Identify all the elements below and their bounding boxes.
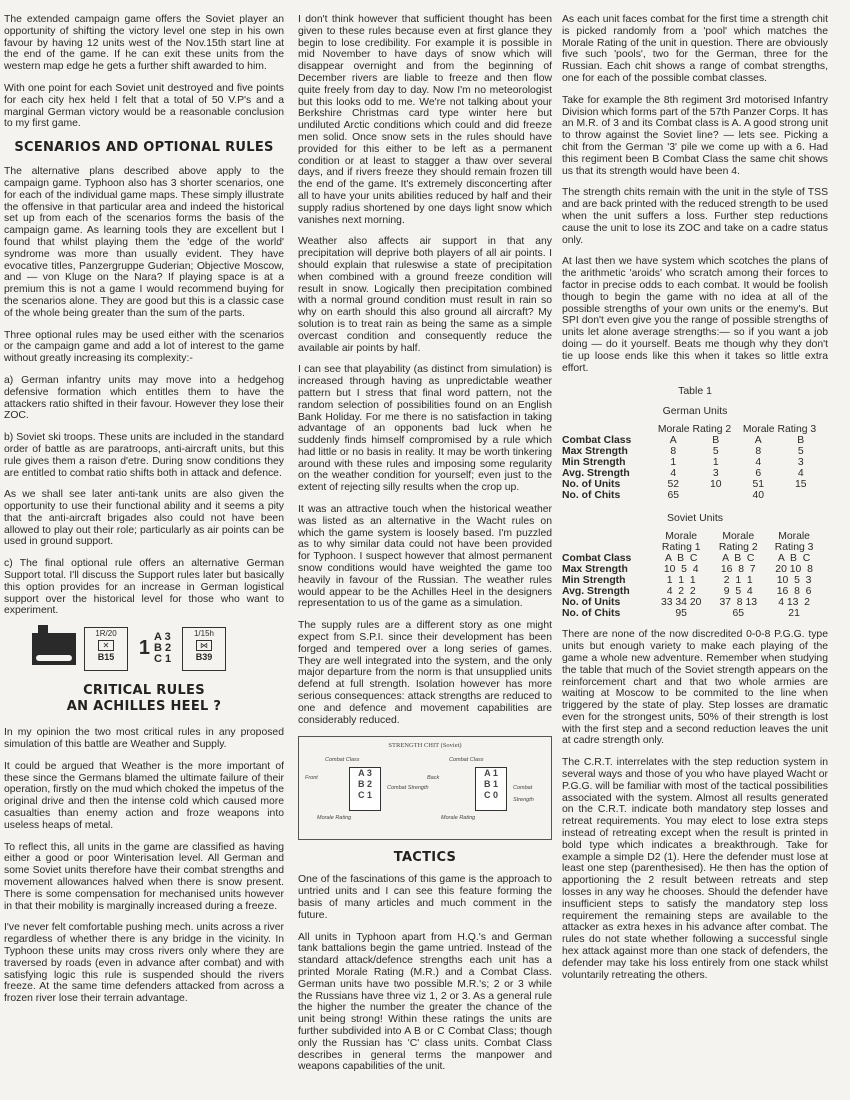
table-cell: B <box>712 435 720 447</box>
table-cell: 3 <box>797 457 804 469</box>
heading-line: AN ACHILLES HEEL ? <box>66 699 222 715</box>
table-cell <box>779 490 822 501</box>
table-cell: 1 1 1 <box>666 575 696 587</box>
chit-number: 1 <box>138 637 150 660</box>
table-cell: 40 <box>752 490 764 502</box>
chit-line: C 0 <box>483 790 498 801</box>
table-cell: 8 <box>755 446 762 458</box>
ski-symbol-icon: ⋈ <box>196 640 212 651</box>
header-cell: Morale <box>722 531 755 543</box>
row-label: No. of Chits <box>562 490 621 502</box>
table-cell: 95 <box>675 608 687 620</box>
table-cell: 8 <box>670 446 677 458</box>
paragraph: The strength chits remain with the unit in the style of TSS and are back printed with the reduced strength to be used when the unit suffers a loss. Further step reductions cause the unit to lose its ZOC and take on a cadre status only. <box>562 187 828 246</box>
chit-line: A 1 <box>484 768 498 779</box>
table-cell: 10 5 4 <box>663 564 699 576</box>
paragraph: It could be argued that Weather is the more important of these since the Germans blamed the ultimate failure of their operation, firstly on the mud which choked the impetus of the original drive and then the intense cold which caused more casualties than enemy action and froze weapons into useless heaps of metal. <box>4 760 284 831</box>
column-right <box>562 14 828 991</box>
paragraph: Three optional rules may be used either with the scenarios or the campaign game and add a lot of interest to the game without greatly increasing its complexity:- <box>4 329 284 365</box>
header-cell: Morale <box>665 531 698 543</box>
unit-counter <box>84 627 128 671</box>
row-label: Min Strength <box>562 457 626 469</box>
table-row <box>562 586 822 597</box>
row-label: Avg. Strength <box>562 586 630 598</box>
table-cell <box>694 490 737 501</box>
header-cell: Rating 1 <box>661 542 701 554</box>
table-cell: 4 13 2 <box>778 597 810 609</box>
header-cell: Morale Rating 2 <box>657 424 732 436</box>
german-table <box>562 424 822 501</box>
paragraph: One of the fascinations of this game is the approach to untried units and I can see this feature forming the basis of many articles and much comment in the future. <box>298 874 552 921</box>
figure-caption: Combat Strength <box>513 785 534 804</box>
infantry-symbol-icon: ✕ <box>98 640 114 651</box>
paragraph: The alternative plans described above apply to the campaign game. Typhoon also has 3 shorter scenarios, one for each of the individual game maps. These simply illustrate the offensive in that particular area and indeed the historical set up from each of the scenarios forms the basis of the campaign game. As learning tools they are excellent but I found that whilst playing them the 'edge of the world' syndrome was more than usually evident. They have evocative titles, Panzergruppe Guderian; Objective Moscow, and — von Kluge on the Nara? If playing space is at a premium this is not a game I would recommend buying for the scenarios alone. They are good but this is a classic case of the whole being greater than the sum of the parts. <box>4 166 284 319</box>
table-cell: 10 5 3 <box>776 575 812 587</box>
chit-line: B 2 <box>357 779 372 790</box>
chit-line: B 1 <box>483 779 498 790</box>
table-cell: 16 8 7 <box>720 564 756 576</box>
paragraph: In my opinion the two most critical rules in any proposed simulation of this battle are Weather and Supply. <box>4 727 284 751</box>
paragraph: c) The final optional rule offers an alternative German Support total. I'll discuss the Support rules later but basically this option provides for an increase in German logistical support over the historical level for those who want to experiment. <box>4 558 284 617</box>
figure-caption: Front <box>305 775 318 782</box>
header-cell: Rating 2 <box>718 542 758 554</box>
paragraph: Take for example the 8th regiment 3rd motorised Infantry Division which forms part of the 57th Panzer Corps. It has an M.R. of 3 and its Combat class is A. A good strong unit to throw against the Soviet line? — lets see. Picking a chit from the German '3' pile we come up with a 6. Had this regiment been B Combat Class the same chit shows us that its strength would have been 4. <box>562 94 828 177</box>
table-row <box>562 490 822 501</box>
figure-caption: Combat Class <box>325 757 360 764</box>
table-row <box>562 457 822 468</box>
row-label: No. of Chits <box>562 608 621 620</box>
counter-label: B15 <box>97 652 115 663</box>
chit-line: A 3 <box>154 630 171 643</box>
unit-counter <box>182 627 226 671</box>
game-counters-illustration <box>32 627 284 677</box>
table-cell: A B C <box>777 553 811 565</box>
section-heading-scenarios: SCENARIOS AND OPTIONAL RULES <box>14 140 274 156</box>
paragraph: I can see that playability (as distinct from simulation) is increased through having as unpredictable weather pattern but I stress that final word pattern, not the random selection of possibilities found on an English Bank Holiday. For me there is no satisfaction in taking advantage of an opponents bad luck when he suddenly finds himself compromised by a rule which had little or no basis in reality. It may be worth tinkering around with these rules and imposing some regularity on the weather condition for yourself; even just to the extent of rejecting silly results when the crop up. <box>298 364 552 494</box>
table-cell: 1 <box>670 457 677 469</box>
table-row <box>562 446 822 457</box>
figure-caption: Combat Strength <box>387 785 429 792</box>
table-cell: 4 <box>670 468 677 480</box>
paragraph: There are none of the now discredited 0-0-8 P.G.G. type units but enough variety to make each playing of the game a whole new adventure. Remember when studying the table that much of the Soviet strength appears on the reinforcement chart and that two whole armies are waiting at Moscow to be commited to the line when triggered by the state of play. Step losses are dramatic even for the strongest units, 50% of their strength is lost with the first step and a second reduction leaves the unit at cadre strength only. <box>562 629 828 747</box>
table-cell: 9 5 4 <box>723 586 753 598</box>
table-cell: 65 <box>667 490 680 502</box>
table-cell: 52 <box>667 479 680 491</box>
row-label: Max Strength <box>562 564 628 576</box>
paragraph: At last then we have system which scotches the plans of the arithmetic 'aroids' who scratch among their forces to factor in precise odds to each combat. It would be foolish though to begin the game with no idea at all of the possible strengths of your own units or the enemy's. But SPI don't even give you the range of possible strengths of units let alone average strengths:— so if you want a job doing — do it yourself. Beats me though why they don't tie up loose ends like this when it takes so little extra effort. <box>562 256 828 374</box>
header-cell <box>562 531 652 542</box>
paragraph: Weather also affects air support in that any precipitation will deprive both players of all air points. I should explain that ruleswise a state of precipitation when combined with a ground freeze condition will result in snow. Logically then precipitation combined with a normal ground condition must result in rain so why on earth should this also ground all aircraft? My solution is to treat rain as being the same as a simple overcast condition and consequently reduce the available air points by half. <box>298 236 552 354</box>
paragraph: To reflect this, all units in the game are classified as having either a good or poor Winterisation level. All German and some Soviet units therefore have their combat strengths and movement allowances halved when there is snow present. There is some compensation for mechanised units however in that their mobility is marginally increased during a freeze. <box>4 841 284 912</box>
chit-line: B 2 <box>154 641 172 654</box>
table-cell: 1 <box>712 457 719 469</box>
table-cell: 16 8 6 <box>776 586 812 598</box>
table-cell: 6 <box>755 468 762 480</box>
table-row <box>562 468 822 479</box>
row-label: No. of Units <box>562 597 621 609</box>
table-title: Table 1 <box>678 385 712 398</box>
header-cell <box>562 424 652 435</box>
table-cell: A B C <box>665 553 698 565</box>
paragraph: As we shall see later anti-tank units are also given the opportunity to use their functional ability and it seems a pity that the anti-aircraft brigades also could not have been allowed to play out their role; particularly as air points can be used in ground support. <box>4 489 284 548</box>
paragraph: I've never felt comfortable pushing mech. units across a river regardless of whether there is any bridge in the vicinity. In Typhoon these units may cross rivers only where they are traversed by roads (even in advance after combat) and with satisfying logic this rule is suspended should the rivers freeze. At the same time defenders attacked from across a frozen river lose their terrain advantage. <box>4 922 284 1005</box>
table-cell: 37 8 13 <box>719 597 758 609</box>
paragraph: a) German infantry units may move into a hedgehog defensive formation which entitles them to have the attackers ratio shifted in their favour. However they lose their ZOC. <box>4 374 284 422</box>
figure-title: STRENGTH CHIT (Soviet) <box>388 742 462 750</box>
table-row <box>562 575 822 586</box>
heading-line: CRITICAL RULES <box>83 683 205 699</box>
row-label: Max Strength <box>562 446 628 458</box>
paragraph: I don't think however that sufficient thought has been given to these rules because even at first glance they begin to lose credibility. For example it is possible in mid November to have days of snow which will disappear overnight and from the beginning of December rivers are liable to freeze and then flow quite freely from day to day. Now I'm no meteorologist but this looks odd to me. We're not talking about your Berkshire Christmas card type winter here but undiluted Arctic conditions which could and did freeze men solid. Once snow sets in the rules should have provided for this either to be left as a permanent condition or at least to stagger a thaw over several days, and if rivers freeze they should remain frozen till the end of the game. It's extremely disconcerting after all to have your units abilities reduced by half and their supply radius shortened by one days light snow which vanishes next morning. <box>298 14 552 226</box>
chit-line: C 1 <box>357 790 372 801</box>
paragraph: It was an attractive touch when the historical weather was listed as an alternative in the Wacht rules on which the game system is loosely based. I'm puzzled as to why similar data could not have been provided for Typhoon. I suspect however that almost permanent snow conditions would have weighted the game too heavily in favour of the Russian. The weather rules would appear to be the Achilles Heel in the designers representation to us of the game as a simulation. <box>298 504 552 610</box>
column-middle <box>298 14 552 1083</box>
table-cell: 20 10 8 <box>775 564 813 576</box>
strength-chit <box>136 627 174 669</box>
table-cell: B <box>797 435 805 447</box>
row-label: Avg. Strength <box>562 468 630 480</box>
paragraph: The supply rules are a different story as one might expect from S.P.I. since their development has been forged and tempered over a long series of games. They are well integrated into the system, and the only major departure from the norm is that unsupplied units defend at full strength. Isolation however has more serious consequences: attack strengths are reduced to one and defence and movement capabilities are considerably reduced. <box>298 620 552 726</box>
table-cell: 2 1 1 <box>723 575 753 587</box>
table-cell: A B C <box>722 553 755 565</box>
soviet-table <box>562 531 822 619</box>
table-subtitle: German Units <box>662 405 728 418</box>
table-cell: 4 <box>755 457 762 469</box>
paragraph: The C.R.T. interrelates with the step reduction system in several ways and those of you who have played Wacht or P.G.G. will be familiar with most of the tactical possibilities associated with the system. Almost all results generated on the C.R.T. indicate both mandatory step losses and retreat requirements. You may elect to lose extra steps instead of retreating except when the result is printed in bold type which indicates a breakthrough. Take for example a simple D2 (1). Here the defender must lose at least one step (parenthesised). He then has the option of apportioning the 2 result between retreats and step losses in any way he chooses. Should the defender have insufficient steps to satisfy the mandatory step loss requirement the remaining steps are available to the attacker as extra hexes in his advance after combat. The rules do not state whether following a successful single hex attack against more than one stack of defenders, the defender may take his loss entirely from one stack whilst voluntarily retreating the others. <box>562 757 828 981</box>
table-cell: 51 <box>752 479 764 491</box>
row-label: Min Strength <box>562 575 626 587</box>
table-cell: 10 <box>709 479 722 491</box>
table-cell: 4 2 2 <box>666 586 696 598</box>
table-cell: 5 <box>712 446 719 458</box>
column-left <box>4 14 284 1015</box>
table-subtitle: Soviet Units <box>666 512 724 525</box>
row-label: Combat Class <box>562 553 632 565</box>
table-row <box>562 479 822 490</box>
paragraph: With one point for each Soviet unit destroyed and five points for each city hex held I felt that a total of 50 V.P's and a marginal German victory would be a reasonable conclusion to my first game. <box>4 82 284 130</box>
counter-label: B39 <box>195 652 213 663</box>
paragraph: All units in Typhoon apart from H.Q.'s and German tank battalions begin the game untried. Instead of the standard attack/defence strengths each unit has a printed Morale Rating (M.R.) and a Combat Class. German units have two possible M.R.'s; 2 or 3 while the Russians have three viz 1, 2 or 3. As a general rule the higher the number the greater the chance of the unit being strong! Within these ratings the units are further subdivided into A B or C Combat Class; though only the Russian has 'C' class units. Combat Class describes in general terms the manpower and weapons capabilities of the unit. <box>298 931 552 1073</box>
figure-caption: Morale Rating <box>317 815 352 822</box>
section-heading-critical-rules <box>4 683 284 715</box>
paragraph: As each unit faces combat for the first time a strength chit is picked randomly from a 'pool' which matches the Morale Rating of the unit in question. There are obviously five such 'pools', two for the German, three for the Russian. Each chit shows a range of combat strengths, one for each of the possible combat classes. <box>562 14 828 84</box>
table-cell: 33 34 20 <box>660 597 702 609</box>
table-cell: 21 <box>788 608 800 620</box>
table-row <box>562 597 822 608</box>
header-cell: Morale Rating 3 <box>742 424 817 436</box>
figure-caption: Combat Class <box>449 757 484 764</box>
strength-table <box>562 384 828 619</box>
table-cell: 65 <box>732 608 745 620</box>
table-cell: A <box>669 435 677 447</box>
table-row <box>562 608 822 619</box>
header-cell <box>562 542 652 553</box>
paragraph: b) Soviet ski troops. These units are included in the standard order of battle as are paratroops, anti-aircraft units, but this rule gives them a raison d'etre. During snow conditions they are entitled to combat ratio shifts both in attack and defence. <box>4 432 284 479</box>
section-heading-tactics: TACTICS <box>393 850 457 866</box>
header-cell: Morale <box>778 531 810 543</box>
table-row <box>562 564 822 575</box>
chit-front <box>349 767 381 811</box>
strength-chit-figure <box>298 736 552 840</box>
row-label: Combat Class <box>562 435 632 447</box>
paragraph: The extended campaign game offers the Soviet player an opportunity of shifting the victory level one step in his own favour by having 12 units west of the Nov.15th start line at the end of the game. If he can exit these units from the western map edge he gets a further shift awarded to him. <box>4 14 284 73</box>
table-cell: 3 <box>712 468 719 480</box>
table-cell: 5 <box>797 446 804 458</box>
table-row <box>562 435 822 446</box>
train-silhouette-icon <box>32 633 76 665</box>
figure-caption: Morale Rating <box>441 815 476 822</box>
counter-label: 1R/20 <box>95 629 117 639</box>
header-cell: Rating 3 <box>774 542 814 554</box>
chit-line: A 3 <box>358 768 372 779</box>
chit-line: C 1 <box>154 652 172 665</box>
chit-back <box>475 767 507 811</box>
row-label: No. of Units <box>562 479 621 491</box>
table-cell: 15 <box>794 479 807 491</box>
figure-caption: Back <box>427 775 440 782</box>
table-row <box>562 553 822 564</box>
table-cell: A <box>754 435 762 447</box>
table-cell: 4 <box>797 468 804 480</box>
counter-label: 1/15h <box>193 629 215 639</box>
